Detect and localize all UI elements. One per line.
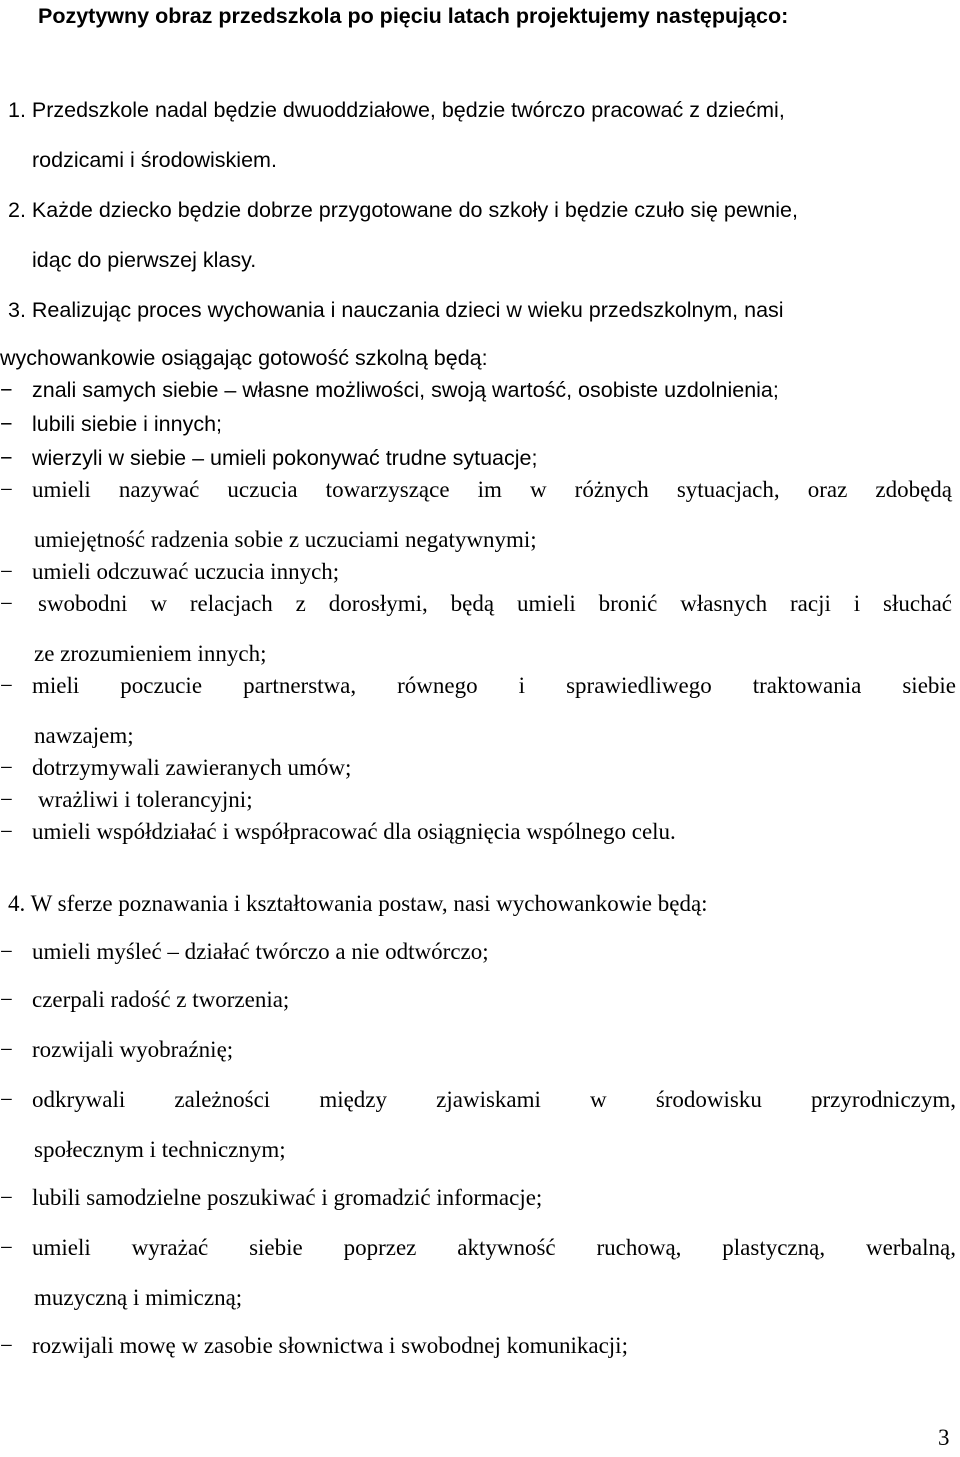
list-item [0, 410, 960, 438]
list-item [0, 1234, 960, 1262]
list-item-text: mieli poczucie partnerstwa, równego i sprawiedliwego traktowania siebie [32, 673, 956, 698]
list-item-continuation: ze zrozumieniem innych; [34, 641, 267, 666]
list-item [0, 986, 960, 1014]
dash-bullet-icon: − [0, 987, 13, 1012]
dash-bullet-icon: − [0, 559, 13, 584]
dash-bullet-icon: − [0, 591, 13, 616]
list-item [0, 590, 960, 618]
list-item [0, 558, 960, 586]
list-item-text: umieli nazywać uczucia towarzyszące im w różnych sytuacjach, oraz zdobędą [32, 477, 952, 502]
dash-bullet-icon: − [0, 1333, 13, 1358]
list-item-text: lubili siebie i innych; [32, 412, 223, 436]
item-2-line-2: idąc do pierwszej klasy. [32, 248, 257, 272]
list-item [0, 938, 960, 966]
item-4-line-1: 4. W sferze poznawania i kształtowania postaw, nasi wychowankowie będą: [8, 891, 708, 916]
list-item-text: umieli myśleć – działać twórczo a nie odtwórczo; [32, 939, 489, 964]
list-item-text: czerpali radość z tworzenia; [32, 987, 290, 1012]
list-item [0, 818, 960, 846]
item-3-line-1: 3. Realizując proces wychowania i nauczania dzieci w wieku przedszkolnym, nasi [8, 298, 784, 322]
list-item [0, 444, 960, 472]
item-1-line-2: rodzicami i środowiskiem. [32, 148, 277, 172]
list-item [0, 1086, 960, 1114]
list-item-text: umieli wyrażać siebie poprzez aktywność ruchową, plastyczną, werbalną, [32, 1235, 956, 1260]
list-item [0, 1036, 960, 1064]
list-item-text: umieli współdziałać i współpracować dla osiągnięcia wspólnego celu. [32, 819, 676, 844]
dash-bullet-icon: − [0, 819, 13, 844]
item-3-line-2: wychowankowie osiągając gotowość szkolną będą: [0, 346, 488, 370]
list-item [0, 1332, 960, 1360]
dash-bullet-icon: − [0, 787, 13, 812]
list-item-text: rozwijali mowę w zasobie słownictwa i swobodnej komunikacji; [32, 1333, 628, 1358]
dash-bullet-icon: − [0, 477, 13, 502]
list-item-continuation: społecznym i technicznym; [34, 1137, 286, 1162]
list-item-text: znali samych siebie – własne możliwości, swoją wartość, osobiste uzdolnienia; [32, 378, 779, 402]
list-item-text: dotrzymywali zawieranych umów; [32, 755, 352, 780]
dash-bullet-icon: − [0, 1087, 13, 1112]
item-1-line-1: 1. Przedszkole nadal będzie dwuoddziałowe, będzie twórczo pracować z dziećmi, [8, 98, 785, 122]
dash-bullet-icon: − [0, 1037, 13, 1062]
list-item [0, 376, 960, 404]
list-item [0, 476, 960, 504]
dash-bullet-icon: − [0, 755, 13, 780]
page-number: 3 [938, 1425, 950, 1450]
list-item [0, 754, 960, 782]
list-item-continuation: umiejętność radzenia sobie z uczuciami negatywnymi; [34, 527, 537, 552]
item-2-line-1: 2. Każde dziecko będzie dobrze przygotowane do szkoły i będzie czuło się pewnie, [8, 198, 798, 222]
list-item-text: lubili samodzielne poszukiwać i gromadzić informacje; [32, 1185, 543, 1210]
list-item-text: swobodni w relacjach z dorosłymi, będą umieli bronić własnych racji i słuchać [38, 591, 952, 616]
list-item-text: odkrywali zależności między zjawiskami w środowisku przyrodniczym, [32, 1087, 956, 1112]
list-item [0, 672, 960, 700]
list-item-text: umieli odczuwać uczucia innych; [32, 559, 340, 584]
list-item-text: wierzyli w siebie – umieli pokonywać trudne sytuacje; [32, 446, 538, 470]
dash-bullet-icon: − [0, 378, 13, 402]
list-item-text: rozwijali wyobraźnię; [32, 1037, 234, 1062]
dash-bullet-icon: − [0, 1185, 13, 1210]
dash-bullet-icon: − [0, 1235, 13, 1260]
dash-bullet-icon: − [0, 446, 13, 470]
list-item [0, 1184, 960, 1212]
list-item-continuation: muzyczną i mimiczną; [34, 1285, 243, 1310]
list-item-continuation: nawzajem; [34, 723, 134, 748]
dash-bullet-icon: − [0, 673, 13, 698]
dash-bullet-icon: − [0, 412, 13, 436]
list-item [0, 786, 960, 814]
dash-bullet-icon: − [0, 939, 13, 964]
list-item-text: wrażliwi i tolerancyjni; [38, 787, 253, 812]
page-heading: Pozytywny obraz przedszkola po pięciu latach projektujemy następująco: [38, 4, 789, 28]
